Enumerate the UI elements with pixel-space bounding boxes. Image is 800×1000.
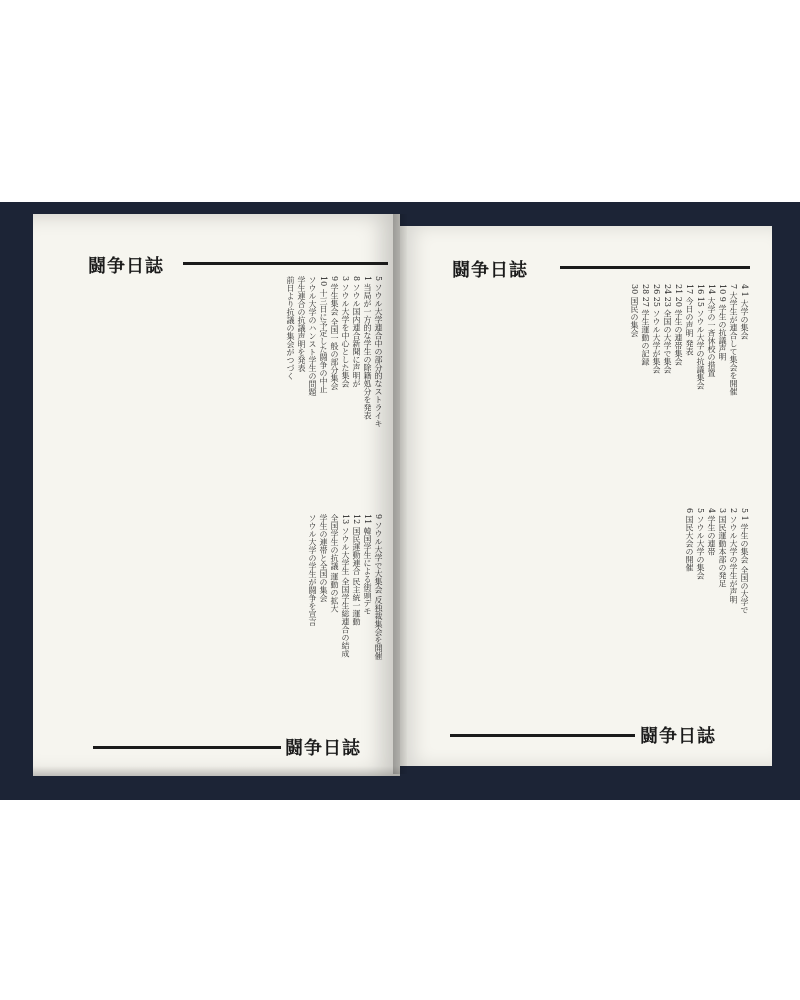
text-line: 28 27 学生運動の記録 <box>641 284 650 366</box>
right-top-rule <box>560 266 750 269</box>
text-line: 11 韓国学生による街頭デモ <box>363 514 372 615</box>
text-line: 16 15 ソウル大学の抗議集会 <box>696 284 705 390</box>
text-line: 4 1 大学の集会 <box>740 284 749 340</box>
right-top-text-block <box>420 284 750 464</box>
left-page <box>33 214 400 776</box>
text-line: 8 ソウル国内連合新聞に声明が <box>352 276 361 388</box>
left-page-top-header: 闘争日誌 <box>88 256 164 277</box>
text-line: 12 国民運動連合 民主統一運動 <box>352 514 361 626</box>
left-top-rule <box>183 262 388 265</box>
text-line: 5 ソウル大学の集会 <box>696 508 705 580</box>
right-bottom-text-block <box>430 508 750 708</box>
book-spine-shadow <box>393 214 407 774</box>
text-line: 24 23 全国の大学で集会 <box>663 284 672 374</box>
text-line: 7 大学生が連合して集会を開催 <box>729 284 738 396</box>
left-bottom-text-block <box>64 514 384 724</box>
text-line: ソウル大学の学生が闘争を宣言 <box>308 514 317 626</box>
right-page-bottom-header: 闘争日誌 <box>640 726 716 747</box>
text-line: 9 学生集会 全国一般の部分集会 <box>330 276 339 391</box>
text-line: 2 ソウル大学の学生が声明 <box>729 508 738 604</box>
text-line: 13 ソウル大学生 全国学生総連合の結成 <box>341 514 350 658</box>
text-line: 前日より抗議の集会がつづく <box>286 276 295 380</box>
right-page-top-header: 闘争日誌 <box>452 260 528 281</box>
text-line: 全国学生の抗議 運動の拡大 <box>330 514 339 613</box>
text-line: 5 ソウル大学連合中の部分的なストライキ <box>374 276 383 428</box>
text-line: 14 大学の一斉休校の措置 <box>707 284 716 377</box>
text-line: 10 9 学生の抗議声明 <box>718 284 727 361</box>
text-line: 10 十三日に予定した闘争の中止 <box>319 276 328 393</box>
text-line: 6 国民大会の開催 <box>685 508 694 572</box>
right-page <box>400 226 772 766</box>
left-top-text-block <box>54 276 384 466</box>
text-line: 9 ソウル大学で大集会 反独裁集会を開催 <box>374 514 383 661</box>
text-line: 3 国民運動本部の発足 <box>718 508 727 588</box>
text-line: 4 学生の連帯 <box>707 508 716 556</box>
text-line: 5 1 学生の集会 全国の大学で <box>740 508 749 614</box>
left-page-bottom-header: 闘争日誌 <box>285 738 361 759</box>
page-edge-shadow <box>33 766 400 776</box>
text-line: 学生の連帯と全国の集会 <box>319 514 328 602</box>
text-line: 学生連合の抗議声明を発表 <box>297 276 306 372</box>
text-line: ソウル大学のハンスト学生の問題 <box>308 276 317 396</box>
text-line: 21 20 学生の連帯集会 <box>674 284 683 366</box>
text-line: 1 当局が一方的な学生の除籍処分を発表 <box>363 276 372 420</box>
left-bottom-rule <box>93 746 281 749</box>
text-line: 26 25 ソウル大学が集会 <box>652 284 661 374</box>
right-bottom-rule <box>450 734 635 737</box>
text-line: 30 国民の集会 <box>630 284 639 337</box>
text-line: 17 今日の声明 発表 <box>685 284 694 356</box>
text-line: 3 ソウル大学を中心とした集会 <box>341 276 350 388</box>
